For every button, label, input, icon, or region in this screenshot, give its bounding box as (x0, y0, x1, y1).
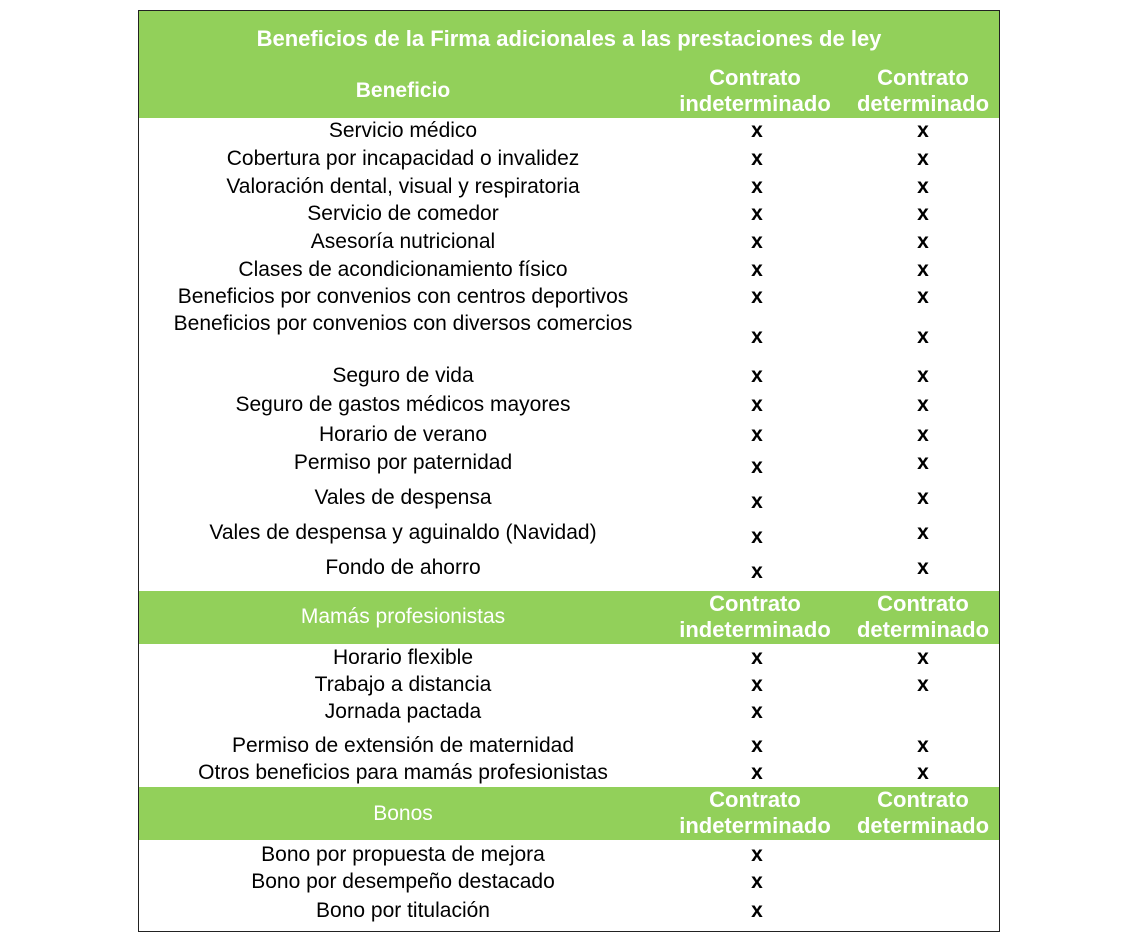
mark-determinado: x (917, 230, 929, 253)
mark-determinado: x (917, 734, 929, 757)
column-header-line: Contrato (877, 65, 969, 90)
benefit-label: Beneficios por convenios con diversos comercios (173, 312, 633, 335)
benefit-label: Horario de verano (318, 423, 488, 446)
mark-determinado: x (917, 423, 929, 446)
benefit-label: Asesoría nutricional (310, 230, 496, 253)
benefit-label: Servicio médico (328, 119, 478, 142)
column-header-line: Contrato (877, 591, 969, 616)
mark-indeterminado: x (751, 202, 763, 225)
benefit-label: Bono por propuesta de mejora (261, 843, 545, 866)
mark-indeterminado: x (751, 761, 763, 784)
column-header-line: determinado (856, 617, 990, 642)
column-header-indeterminado (675, 787, 835, 839)
table-title: Beneficios de la Firma adicionales a las prestaciones de ley (256, 26, 882, 51)
mark-indeterminado: x (751, 700, 763, 723)
mark-indeterminado: x (751, 393, 763, 416)
mark-determinado: x (917, 119, 929, 142)
mark-determinado: x (917, 325, 929, 348)
column-header-line: indeterminado (679, 617, 831, 642)
mark-indeterminado: x (751, 734, 763, 757)
column-header-determinado (851, 65, 995, 117)
mark-determinado: x (917, 202, 929, 225)
mark-indeterminado: x (751, 843, 763, 866)
mark-determinado: x (917, 147, 929, 170)
benefit-label: Permiso de extensión de maternidad (231, 734, 575, 757)
benefit-label: Bono por desempeño destacado (251, 870, 555, 893)
mark-indeterminado: x (751, 119, 763, 142)
mark-indeterminado: x (751, 673, 763, 696)
benefit-label: Bono por titulación (316, 899, 490, 922)
mark-indeterminado: x (751, 230, 763, 253)
mark-determinado: x (917, 486, 929, 509)
column-header-line: indeterminado (679, 91, 831, 116)
mark-indeterminado: x (751, 147, 763, 170)
column-header-determinado (851, 787, 995, 839)
mark-determinado: x (917, 393, 929, 416)
benefit-label: Cobertura por incapacidad o invalidez (226, 147, 580, 170)
mark-indeterminado: x (751, 870, 763, 893)
mark-determinado: x (917, 646, 929, 669)
benefit-label: Valoración dental, visual y respiratoria (226, 175, 580, 198)
mark-indeterminado: x (751, 525, 763, 548)
column-header-determinado (851, 591, 995, 643)
column-header-line: indeterminado (679, 813, 831, 838)
mark-indeterminado: x (751, 455, 763, 478)
table-row (139, 312, 999, 364)
section-label-beneficio: Beneficio (355, 79, 451, 102)
mark-indeterminado: x (751, 899, 763, 922)
column-header-line: Contrato (709, 787, 801, 812)
mark-determinado: x (917, 556, 929, 579)
table-header (139, 11, 999, 118)
mark-indeterminado: x (751, 490, 763, 513)
mark-determinado: x (917, 451, 929, 474)
benefits-table (138, 10, 1000, 932)
mark-indeterminado: x (751, 423, 763, 446)
column-header-indeterminado (675, 65, 835, 117)
benefit-label: Otros beneficios para mamás profesionistas (198, 761, 608, 784)
mark-indeterminado: x (751, 560, 763, 583)
mark-determinado: x (917, 285, 929, 308)
benefit-label: Fondo de ahorro (325, 556, 481, 579)
benefit-label: Beneficios por convenios con centros deportivos (177, 285, 629, 308)
benefit-label: Permiso por paternidad (293, 451, 513, 474)
benefit-label: Jornada pactada (324, 700, 482, 723)
benefit-label: Trabajo a distancia (314, 673, 492, 696)
mark-determinado: x (917, 364, 929, 387)
mark-indeterminado: x (751, 364, 763, 387)
benefit-label: Vales de despensa y aguinaldo (Navidad) (209, 521, 597, 544)
benefit-label: Clases de acondicionamiento físico (238, 258, 568, 281)
column-header-line: Contrato (709, 65, 801, 90)
benefit-label: Vales de despensa (314, 486, 492, 509)
benefit-label: Seguro de gastos médicos mayores (235, 393, 571, 416)
mark-indeterminado: x (751, 258, 763, 281)
mark-determinado: x (917, 258, 929, 281)
section-header (139, 591, 999, 644)
mark-indeterminado: x (751, 175, 763, 198)
column-header-line: Contrato (709, 591, 801, 616)
column-header-line: Contrato (877, 787, 969, 812)
mark-indeterminado: x (751, 285, 763, 308)
mark-determinado: x (917, 175, 929, 198)
mark-determinado: x (917, 761, 929, 784)
benefit-label: Horario flexible (332, 646, 474, 669)
section-label-mamas: Mamás profesionistas (300, 605, 506, 628)
column-header-indeterminado (675, 591, 835, 643)
benefit-label: Seguro de vida (332, 364, 474, 387)
column-header-line: determinado (856, 91, 990, 116)
section-header (139, 787, 999, 840)
mark-indeterminado: x (751, 646, 763, 669)
benefit-label: Servicio de comedor (307, 202, 499, 225)
mark-indeterminado: x (751, 325, 763, 348)
mark-determinado: x (917, 673, 929, 696)
section-label-bonos: Bonos (373, 802, 433, 825)
column-header-line: determinado (856, 813, 990, 838)
mark-determinado: x (917, 521, 929, 544)
